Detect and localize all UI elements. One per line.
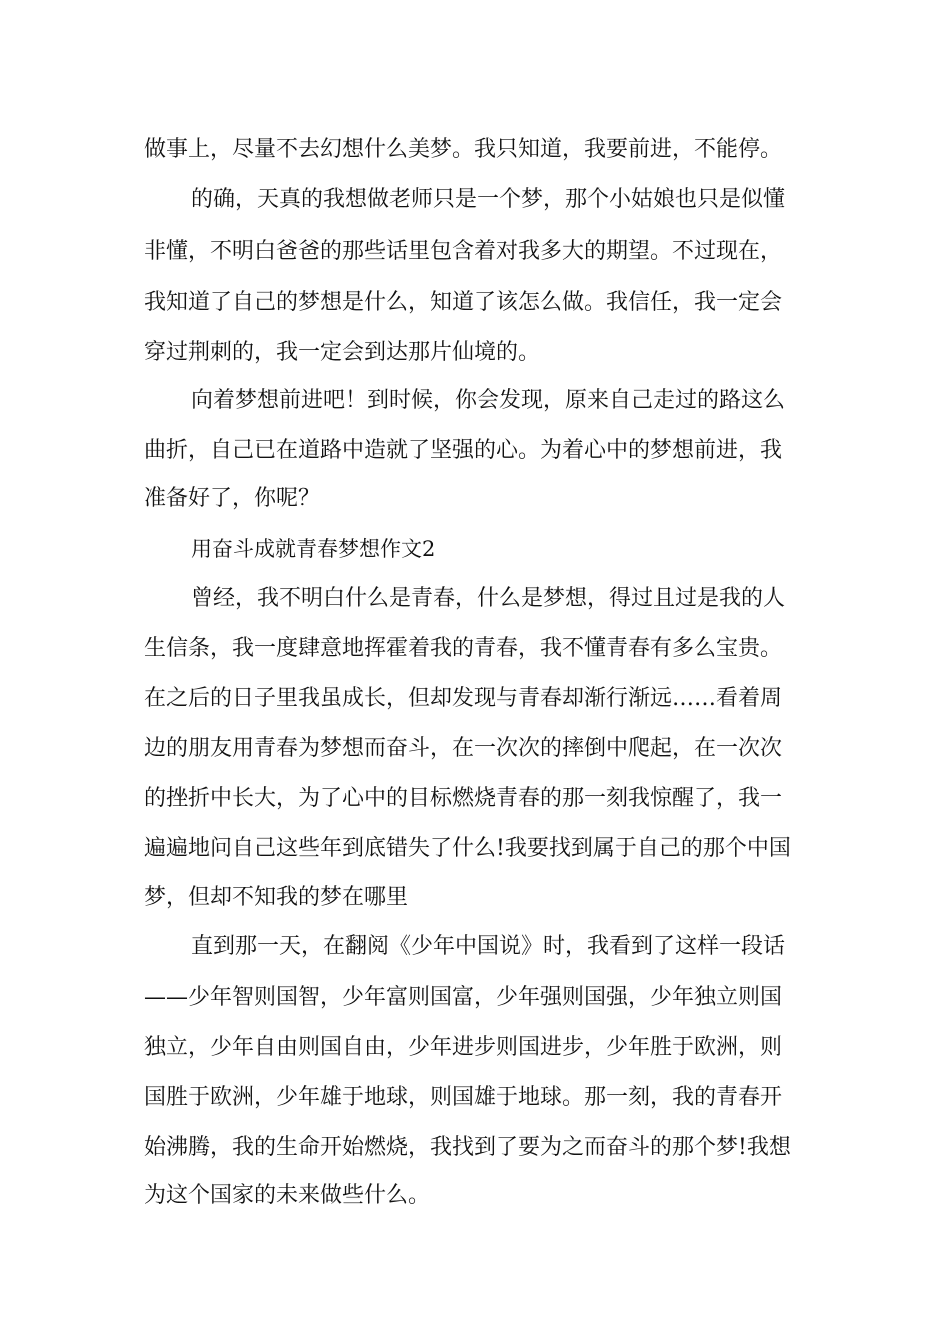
paragraph-first-line: 的确，天真的我想做老师只是一个梦，那个小姑娘也只是似懂	[191, 187, 786, 212]
text-line: 国胜于欧洲，少年雄于地球，则国雄于地球。那一刻，我的青春开	[144, 1085, 783, 1110]
paragraph-first-line: 曾经，我不明白什么是青春，什么是梦想，得过且过是我的人	[191, 586, 786, 611]
text-line: 梦，但却不知我的梦在哪里	[144, 885, 409, 910]
text-line: 做事上，尽量不去幻想什么美梦。我只知道，我要前进，不能停。	[144, 137, 783, 162]
text-line: 非懂，不明白爸爸的那些话里包含着对我多大的期望。不过现在，	[144, 239, 783, 264]
text-line: 我知道了自己的梦想是什么，知道了该怎么做。我信任，我一定会	[144, 290, 783, 315]
text-line: 穿过荆刺的，我一定会到达那片仙境的。	[144, 340, 541, 365]
paragraph-first-line: 向着梦想前进吧！到时候，你会发现，原来自己走过的路这么	[191, 388, 786, 413]
text-line: 为这个国家的未来做些什么。	[144, 1183, 431, 1208]
text-line: 准备好了，你呢？	[144, 486, 321, 511]
text-line: ——少年智则国智，少年富则国富，少年强则国强，少年独立则国	[144, 985, 783, 1010]
text-line: 遍遍地问自己这些年到底错失了什么!我要找到属于自己的那个中国	[144, 836, 791, 861]
text-line: 曲折，自己已在道路中造就了坚强的心。为着心中的梦想前进，我	[144, 438, 783, 463]
text-line: 独立，少年自由则国自由，少年进步则国进步，少年胜于欧洲，则	[144, 1035, 783, 1060]
text-line: 始沸腾，我的生命开始燃烧，我找到了要为之而奋斗的那个梦!我想	[144, 1135, 791, 1160]
paragraph-first-line: 直到那一天，在翻阅《少年中国说》时，我看到了这样一段话	[191, 934, 786, 959]
text-line: 的挫折中长大，为了心中的目标燃烧青春的那一刻我惊醒了，我一	[144, 786, 783, 811]
section-heading: 用奋斗成就青春梦想作文2	[191, 537, 436, 561]
text-line: 在之后的日子里我虽成长，但却发现与青春却渐行渐远……看着周	[144, 686, 783, 711]
text-line: 生信条，我一度肆意地挥霍着我的青春，我不懂青春有多么宝贵。	[144, 636, 783, 661]
text-line: 边的朋友用青春为梦想而奋斗，在一次次的摔倒中爬起，在一次次	[144, 736, 783, 761]
